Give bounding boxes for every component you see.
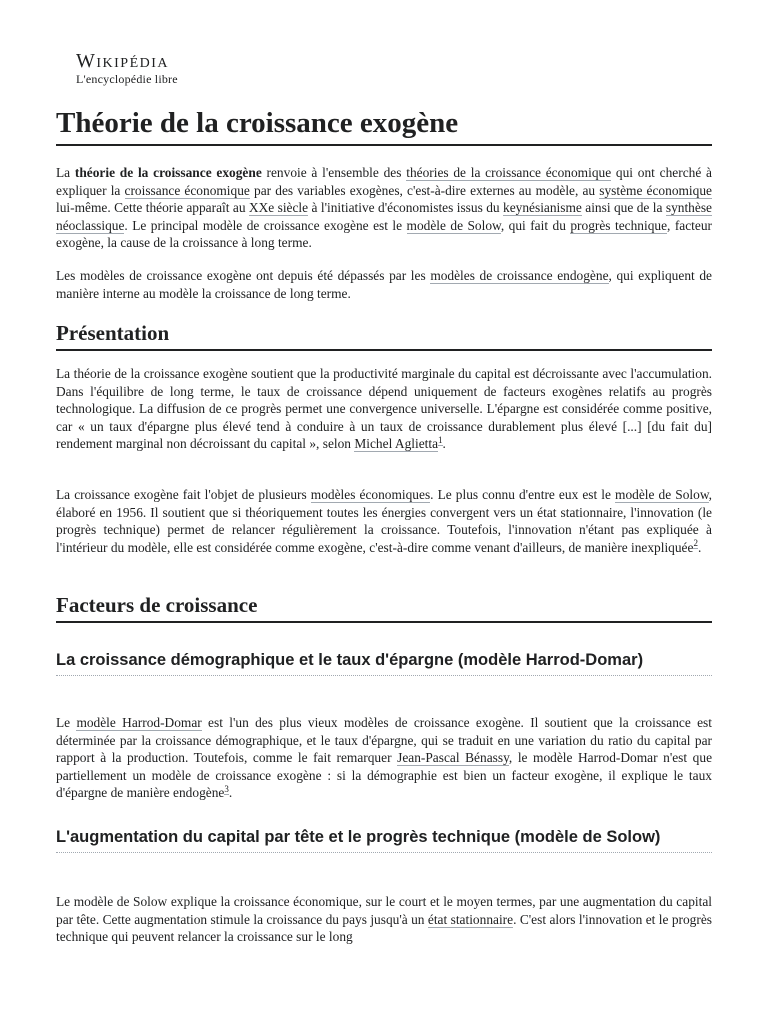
subsection-harrod-domar [56,648,712,676]
link-croissance-endogene[interactable]: modèles de croissance endogène [430,268,609,283]
reference-link[interactable]: 2 [693,538,698,549]
text: . Le principal modèle de croissance exogène est le [124,217,407,233]
reference-link[interactable]: 1 [438,434,443,445]
link-progres-technique[interactable]: progrès technique [570,217,668,233]
text: qui ont cherché à expliquer la [56,165,712,198]
text: , qui expliquent de manière interne au modèle la croissance de long terme. [56,268,712,301]
link-jean-pascal-benassy[interactable]: Jean-Pascal Bénassy [397,750,509,766]
subsection-heading: La croissance démographique et le taux d'épargne (modèle Harrod-Domar) [56,648,712,676]
text: . [442,436,446,452]
section-heading: Présentation [56,319,712,351]
text: La croissance exogène fait l'objet de plusieurs [56,487,311,502]
solow-paragraph [56,893,712,946]
text: , le modèle Harrod-Domar n'est que partiellement un modèle de croissance exogène : si la démographie est bien un facteur exogène, il explique le taux d'épargne de manière endogène [56,750,713,801]
link-systeme-economique[interactable]: système économique [599,182,712,198]
presentation-paragraph-2 [56,486,712,556]
section-facteurs [56,591,712,623]
link-keynesianisme[interactable]: keynésianisme [503,200,582,216]
text: Les modèles de croissance exogène ont depuis été dépassés par les [56,268,431,283]
wikipedia-logo[interactable] [76,50,256,86]
presentation-paragraph-1 [56,365,712,453]
text: La [56,165,75,180]
text: , facteur exogène, la cause de la croissance à long terme. [56,217,712,251]
page-title: Théorie de la croissance exogène [56,104,712,146]
text: La théorie de la croissance exogène soutient que la productivité marginale du capital est décroissante avec l'accumulation. Dans l'équilibre de long terme, le taux de croissance dépend uniquement de facteurs exogènes relatifs au progrès technologique. La diffusion de ce progrès permet une convergence universelle. L'épargne est considérée comme positive, car « un taux d'épargne plus élevé tend à conduire à un taux de croissance durablement plus élevé [...] [du fait du] rendement marginal non décroissant du capital », selon [56,366,712,452]
bold-term: théorie de la croissance exogène [74,165,262,180]
link-modele-solow-2[interactable]: modèle de Solow [615,487,709,502]
link-modele-harrod-domar[interactable]: modèle Harrod-Domar [76,715,202,730]
text: . Le plus connu d'entre eux est le [430,487,616,502]
subsection-heading: L'augmentation du capital par tête et le progrès technique (modèle de Solow) [56,825,712,853]
text: Le modèle de Solow explique la croissance économique, sur le court et le moyen termes, par une augmentation du capital par tête. Cette augmentation stimule la croissance du pays jusqu'à un [56,894,712,927]
text: à l'initiative d'économistes issus du [308,200,504,216]
link-modeles-economiques[interactable]: modèles économiques [310,487,431,502]
logo-wordmark: Wikipédia [76,50,170,72]
text: . C'est alors l'innovation et le progrès technique qui peuvent relancer la croissance sur le long [56,911,712,945]
link-etat-stationnaire[interactable]: état stationnaire [427,911,514,927]
section-presentation [56,319,712,351]
intro-paragraph-2 [56,267,712,302]
logo-tagline: L'encyclopédie libre [76,72,178,86]
intro-paragraph-1 [56,164,712,252]
text: . [697,539,702,555]
text: renvoie à l'ensemble des [261,165,407,180]
harrod-domar-paragraph [56,714,712,802]
link-synthese-neoclassique[interactable]: synthèse néoclassique [56,200,712,233]
subsection-solow [56,825,712,853]
text: Le [56,715,77,730]
section-heading: Facteurs de croissance [56,591,712,623]
text: lui-même. Cette théorie apparaît au [56,200,249,216]
text: ainsi que de la [581,200,666,216]
text: , élaboré en 1956. Il soutient que si théoriquement toutes les énergies convergent vers un état stationnaire, l'innovation (le progrès technique) permet de relancer régulièrement la croissance. Toutefois, l'innovation n'étant pas expliquée à l'intérieur du modèle, elle est considérée comme exogène, c'est-à-dire comme venant d'ailleurs, de manière inexpliquée [56,487,712,555]
link-michel-aglietta[interactable]: Michel Aglietta [354,436,439,452]
link-xxe-siecle[interactable]: XXe siècle [248,200,309,216]
link-croissance-economique[interactable]: croissance économique [124,182,250,198]
text: , qui fait du [500,217,571,233]
text: est l'un des plus vieux modèles de croissance exogène. Il soutient que la croissance est déterminée par la croissance démographique, et le taux d'épargne, qui se traduit en une variation du ratio du capital par rapport à la production. Toutefois, comme le fait remarquer [56,715,712,766]
reference-link[interactable]: 3 [224,783,229,794]
text: . [228,785,233,801]
link-modele-solow[interactable]: modèle de Solow [406,217,501,233]
text: par des variables exogènes, c'est-à-dire externes au modèle, au [249,182,600,198]
link-theories-croissance[interactable]: théories de la croissance économique [406,165,612,180]
